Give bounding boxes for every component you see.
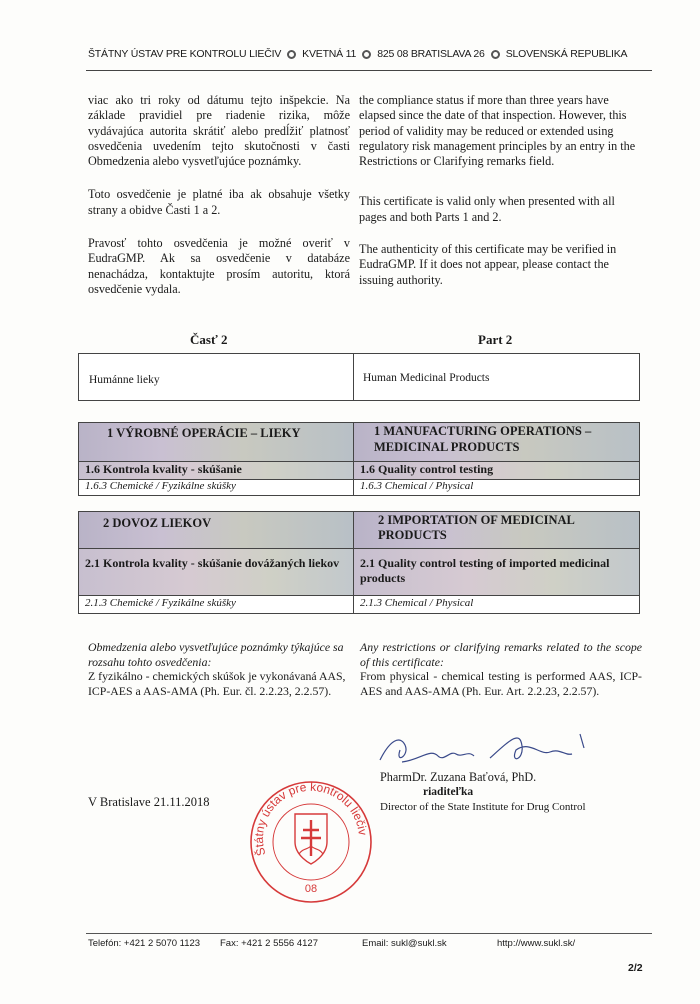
section-manufacturing-box	[78, 422, 640, 496]
institution-city: 825 08 BRATISLAVA 26	[377, 48, 485, 60]
institution-name: ŠTÁTNY ÚSTAV PRE KONTROLU LIEČIV	[88, 48, 282, 60]
remarks-sk	[88, 640, 348, 698]
circle-bullet-icon	[287, 50, 296, 59]
section2-title-sk: 2 DOVOZ LIEKOV	[79, 512, 353, 548]
place-and-date: V Bratislave 21.11.2018	[88, 795, 210, 809]
section2-sub-en: 2.1 Quality control testing of imported medicinal products	[354, 549, 639, 595]
section2-item-en: 2.1.3 Chemical / Physical	[360, 597, 474, 609]
footer-email: Email: sukl@sukl.sk	[362, 938, 447, 949]
part-heading-en: Part 2	[478, 332, 513, 347]
signatory-title-sk: riaditeľka	[423, 786, 474, 798]
product-type-box	[78, 353, 640, 401]
footer-fax: Fax: +421 2 5556 4127	[220, 938, 318, 949]
product-type-en: Human Medicinal Products	[363, 372, 490, 384]
sk-paragraph-authenticity: Pravosť tohto osvedčenia je možné overiť v EudraGMP. Ak sa osvedčenie v databáze nenachádza, kontaktujte prosím autoritu, ktorá osvedčenie vydala.	[88, 236, 350, 296]
sk-paragraph-pages: Toto osvedčenie je platné iba ak obsahuje všetky strany a obidve Časti 1 a 2.	[88, 187, 350, 217]
signatory-title-en: Director of the State Institute for Drug Control	[380, 801, 586, 813]
footer-phone: Telefón: +421 2 5070 1123	[88, 938, 201, 949]
letterhead	[88, 48, 648, 60]
header-divider	[86, 70, 652, 71]
stamp-number: 08	[304, 883, 318, 895]
page-number: 2/2	[628, 962, 643, 974]
slovak-text-column	[88, 93, 350, 311]
institution-street: KVETNÁ 11	[302, 48, 357, 60]
official-stamp	[247, 778, 375, 906]
sk-paragraph-validity: viac ako tri roky od dátumu tejto inšpekcie. Na základe pravidiel pre riadenie rizika, môže vydávajúca autorita skrátiť alebo predĺžiť platnosť osvedčenia uvedením tejto skutočnosti v časti Obmedzenia alebo vysvetľujúce poznámky.	[88, 93, 350, 169]
part-heading-sk: Časť 2	[190, 332, 228, 347]
footer-website: http://www.sukl.sk/	[497, 938, 576, 949]
remarks-heading-en: Any restrictions or clarifying remarks related to the scope of this certificate:	[360, 640, 642, 669]
section1-title-sk: 1 VÝROBNÉ OPERÁCIE – LIEKY	[79, 423, 353, 461]
section1-sub-sk: 1.6 Kontrola kvality - skúšanie	[79, 462, 353, 479]
en-paragraph-authenticity: The authenticity of this certificate may be verified in EudraGMP. If it does not appear, please contact the issuing authority.	[359, 242, 617, 287]
remarks-body-en: From physical - chemical testing is performed AAS, ICP-AES and AAS-AMA (Ph. Eur. Art. 2.2.23, 2.2.57).	[360, 669, 642, 698]
remarks-body-sk: Z fyzikálno - chemických skúšok je vykonávaná AAS, ICP-AES a AAS-AMA (Ph. Eur. čl. 2.2.23, 2.2.57).	[88, 669, 346, 698]
circle-bullet-icon	[491, 50, 500, 59]
signatory-name: PharmDr. Zuzana Baťová, PhD.	[380, 770, 537, 784]
section-importation-box	[78, 511, 640, 614]
double-cross-icon	[301, 820, 321, 856]
footer-divider	[86, 933, 652, 934]
en-paragraph-validity: the compliance status if more than three years have elapsed since the date of that inspection. However, this period of validity may be reduced or extended using regulatory risk management principles by an entry in the Restrictions or Clarifying remarks field.	[359, 93, 636, 169]
section2-sub-sk: 2.1 Kontrola kvality - skúšanie dovážaných liekov	[79, 549, 353, 595]
en-paragraph-pages: This certificate is valid only when presented with all pages and both Parts 1 and 2.	[359, 194, 615, 224]
product-type-sk: Humánne lieky	[89, 374, 160, 386]
section1-title-en: 1 MANUFACTURING OPERATIONS – MEDICINAL PRODUCTS	[354, 423, 639, 461]
section2-title-en: 2 IMPORTATION OF MEDICINAL PRODUCTS	[354, 512, 639, 548]
section1-item-en: 1.6.3 Chemical / Physical	[360, 480, 474, 492]
section1-item-sk: 1.6.3 Chemické / Fyzikálne skúšky	[85, 480, 236, 492]
institution-country: SLOVENSKÁ REPUBLIKA	[505, 48, 628, 60]
section1-sub-en: 1.6 Quality control testing	[354, 462, 639, 479]
remarks-heading-sk: Obmedzenia alebo vysvetľujúce poznámky týkajúce sa rozsahu tohto osvedčenia:	[88, 640, 344, 669]
remarks-en	[360, 640, 642, 698]
section2-item-sk: 2.1.3 Chemické / Fyzikálne skúšky	[85, 597, 236, 609]
signatory-block	[380, 770, 586, 815]
circle-bullet-icon	[362, 50, 371, 59]
stamp-ring-text: Štátny ústav pre kontrolu liečiv	[251, 779, 370, 858]
english-text-column	[359, 93, 642, 302]
